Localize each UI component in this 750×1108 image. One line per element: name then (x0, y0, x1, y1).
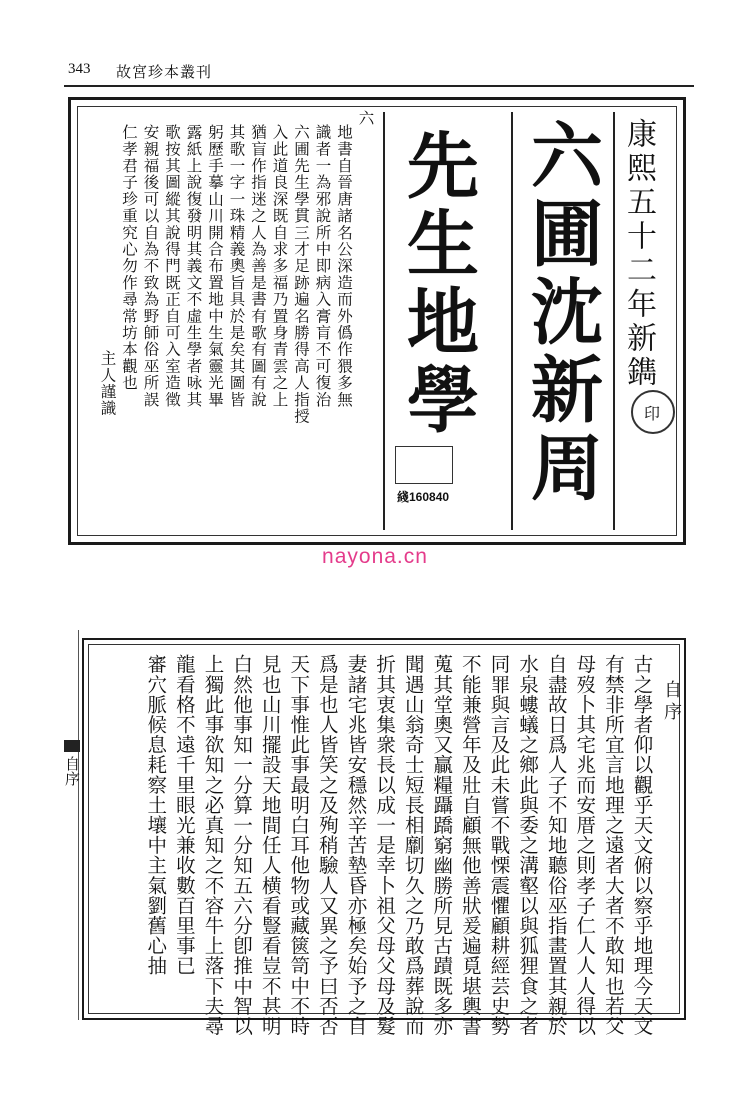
seal-text: 印 (644, 404, 661, 423)
round-seal (631, 390, 675, 434)
strip-line (78, 630, 79, 1020)
publisher-note-column: 入此道良深既自求多福乃置身青雲之上 (270, 124, 289, 408)
preface-body-column: 古之學者仰以觀乎天文俯以察乎地理今天文 (630, 654, 654, 1036)
edition-date: 康熙五十二年新鐫 (621, 118, 656, 390)
publisher-note-column: 歌按其圖縱其說得門既正自可入室造徵 (163, 124, 181, 408)
preface-heading: 自序 (661, 680, 682, 724)
watermark: nayona.cn (322, 545, 428, 568)
publisher-note-column: 安親福後可以自為不致為野師俗巫所誤 (141, 124, 160, 408)
catalog-number: 綫160840 (397, 490, 450, 504)
publisher-note-column: 仁孝君子珍重究心勿作尋常坊本觀也 (120, 124, 138, 392)
publisher-note-column: 其歌一字一珠精義奧旨具於是矣其圖皆 (227, 124, 246, 408)
preface-body-column: 審穴脈候息耗察土壤中主氣劉舊心抽 (144, 654, 168, 976)
publisher-note-column: 露紙上說復發明其義文不虛生學者咏其 (184, 124, 203, 408)
publisher-note-column: 主人謹識 (98, 350, 117, 417)
publisher-note-column: 躬歷手摹山川開合布置地中生氣靈光畢 (206, 124, 224, 408)
preface-body-column: 折其衷集衆長以成一是幸卜祖父母父母及髮 (373, 654, 397, 1036)
column-separator (613, 112, 615, 530)
preface-body-column: 見也山川擺設天地間任人横看豎看豈不甚明 (258, 654, 282, 1036)
preface-body-column: 白然他事知一分算一分知五六分卽推中智以 (230, 654, 254, 1036)
left-margin-strip (60, 630, 82, 1020)
publisher-note-column: 猶盲作指迷之人為善是書有歌有圖有說 (249, 124, 267, 408)
preface-body-column: 同罪與言及此未嘗不戰慄震懼顧耕經芸史勢 (487, 654, 511, 1036)
page-number: 343 (68, 61, 91, 77)
preface-body-column: 妻諸宅兆皆安穩然辛苦墊昏亦極矣始予之自 (344, 654, 368, 1036)
preface-body-column: 天下事惟此事最明白耳他物或藏篋笥中不時 (287, 654, 311, 1036)
preface-body-column: 上獨此事欲知之必真知之不容牛上落下夫尋 (201, 654, 225, 1036)
preface-body-column: 聞遇山翁奇士短長相劘切久之乃敢爲葬說而 (401, 654, 425, 1036)
header-rule (64, 85, 694, 87)
preface-page-frame (82, 638, 686, 1036)
preface-body-column: 不能兼營年及壯自顧無他善狀爰遍覓堪輿書 (458, 654, 482, 1036)
preface-body-column: 爲是也人皆笑之及殉稍驗人又異之予曰否否 (315, 654, 339, 1036)
page-header (64, 58, 694, 88)
strip-label: 自序 (63, 756, 81, 786)
publisher-note-column: 六 (356, 110, 375, 127)
publisher-note-column: 地書自晉唐諸名公深造而外僞作猥多無 (335, 124, 353, 408)
publisher-note-column: 識者一為邪說所中即病入膏肓不可復治 (313, 124, 332, 408)
preface-body-column: 蒐其堂奧又贏糧躡蹻窮幽勝所見古蹟既多亦 (430, 654, 454, 1036)
publisher-note-column: 六圃先生學貫三才足跡遍名勝得高人指授 (292, 124, 310, 425)
preface-body-column: 水泉螻蟻之鄉此與委之溝壑以與狐狸食之者 (516, 654, 540, 1036)
book-title: 故宮珍本叢刊 (116, 63, 213, 81)
preface-body-column: 龍看格不遠千里眼光兼收數百里事已 (172, 654, 196, 976)
library-stamp (395, 446, 453, 484)
title-column-right: 六圃沈新周 (519, 118, 604, 508)
column-separator (383, 112, 385, 530)
column-separator (511, 112, 513, 530)
preface-body-column: 自盡故日爲人子不知地聽俗巫指畫置其親於 (544, 654, 568, 1036)
preface-body-column: 母歿卜其宅兆而安厝之則孝子仁人人人得以 (573, 654, 597, 1036)
preface-body-column: 有禁非所宜言地理之遠者大者不敢知也若父 (601, 654, 625, 1036)
title-column-left: 先生地學 (395, 128, 480, 440)
strip-marker (64, 740, 80, 752)
title-page-frame (68, 97, 686, 545)
